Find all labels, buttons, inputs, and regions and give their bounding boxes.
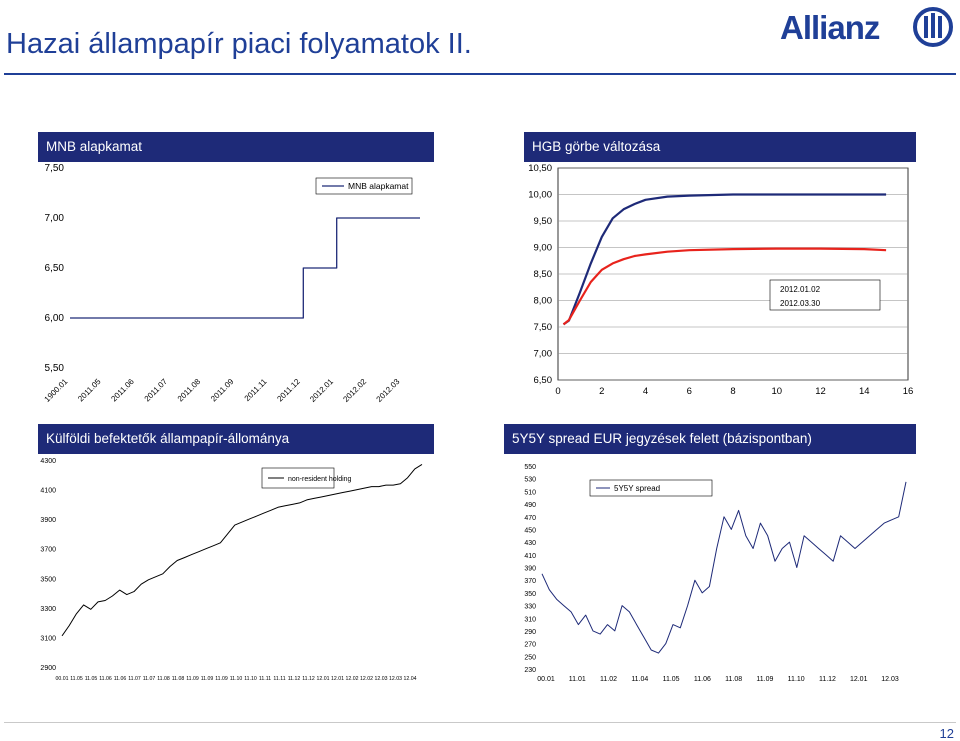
series-line-0 [70, 218, 420, 318]
y-tick-label: 8,50 [533, 269, 552, 280]
legend-label: 5Y5Y spread [614, 484, 661, 493]
footer-rule [4, 722, 956, 723]
legend-label: 2012.03.30 [780, 299, 821, 308]
x-tick-label: 11.10 [229, 676, 243, 682]
hgb-chart-title: HGB görbe változása [524, 132, 916, 162]
y-tick-label: 2900 [40, 665, 56, 672]
y-tick-label: 510 [524, 489, 536, 497]
y-tick-label: 530 [524, 476, 536, 484]
y-tick-label: 350 [524, 590, 536, 598]
x-tick-label: 12.01 [316, 676, 330, 682]
y-tick-label: 6,50 [44, 263, 64, 274]
x-tick-label: 11.12 [302, 676, 315, 682]
y-tick-label: 330 [524, 603, 536, 611]
x-tick-label: 10 [771, 386, 783, 397]
y-tick-label: 410 [524, 552, 536, 560]
x-tick-label: 11.06 [99, 676, 112, 682]
x-tick-label: 1900.01 [42, 377, 70, 404]
x-tick-label: 12.01 [331, 676, 344, 682]
y-tick-label: 3700 [40, 546, 56, 554]
y-tick-label: 7,00 [533, 348, 552, 360]
allianz-logo [780, 6, 956, 46]
spread-chart-title: 5Y5Y spread EUR jegyzések felett (bázispontban) [504, 424, 916, 454]
y-tick-label: 8,00 [533, 295, 552, 307]
x-tick-label: 11.08 [171, 676, 185, 682]
x-tick-label: 11.10 [787, 676, 805, 683]
x-tick-label: 2012.02 [341, 377, 369, 404]
x-tick-label: 12.03 [389, 676, 402, 682]
x-tick-label: 2011.07 [142, 377, 170, 404]
y-tick-label: 3300 [40, 605, 56, 613]
spread-chart [480, 452, 950, 692]
x-tick-label: 11.05 [84, 676, 98, 682]
x-tick-label: 2 [599, 386, 605, 397]
mnb-chart-title: MNB alapkamat [38, 132, 434, 162]
x-tick-label: 16 [902, 386, 914, 397]
x-tick-label: 11.10 [244, 676, 257, 682]
x-tick-label: 11.08 [725, 676, 743, 683]
x-tick-label: 11.06 [693, 676, 711, 683]
y-tick-label: 10,00 [528, 189, 552, 201]
y-tick-label: 6,00 [44, 313, 64, 324]
y-tick-label: 4300 [40, 458, 56, 465]
x-tick-label: 2012.03 [374, 377, 402, 404]
x-tick-label: 11.09 [756, 676, 774, 683]
y-tick-label: 250 [524, 654, 536, 662]
y-tick-label: 470 [524, 514, 536, 522]
y-tick-label: 9,50 [533, 216, 552, 227]
legend-label: non-resident holding [288, 476, 352, 483]
y-tick-label: 550 [524, 464, 536, 471]
x-tick-label: 11.05 [662, 676, 680, 683]
x-tick-label: 0 [555, 386, 561, 397]
y-tick-label: 9,00 [533, 242, 552, 254]
y-tick-label: 3900 [40, 517, 56, 525]
x-tick-label: 11.12 [818, 676, 836, 683]
x-tick-label: 12.02 [360, 676, 373, 682]
x-tick-label: 11.09 [186, 676, 199, 682]
x-tick-label: 12 [815, 386, 826, 397]
legend-label: 2012.01.02 [780, 285, 821, 294]
y-tick-label: 490 [524, 502, 536, 510]
plot-area [70, 168, 420, 368]
x-tick-label: 12.01 [849, 676, 868, 683]
page-number: 12 [939, 726, 954, 741]
title-rule [4, 73, 956, 75]
y-tick-label: 390 [524, 565, 536, 573]
y-tick-label: 230 [524, 667, 536, 674]
y-tick-label: 7,50 [44, 163, 64, 174]
kulfoldi-chart-title: Külföldi befektetők állampapír-állománya [38, 424, 434, 454]
x-tick-label: 00.01 [537, 676, 555, 683]
x-tick-label: 11.01 [568, 676, 586, 683]
plot-area [542, 466, 906, 669]
x-tick-label: 11.07 [142, 676, 156, 682]
hgb-chart [480, 160, 950, 410]
x-tick-label: 11.09 [215, 676, 228, 682]
y-tick-label: 3100 [40, 635, 56, 643]
x-tick-label: 12.03 [881, 676, 899, 683]
x-tick-label: 6 [686, 386, 692, 397]
x-tick-label: 11.09 [200, 676, 214, 682]
x-tick-label: 14 [858, 386, 870, 397]
x-tick-label: 00.01 [55, 676, 69, 682]
y-tick-label: 270 [524, 641, 536, 649]
series-line-0 [62, 464, 422, 636]
x-tick-label: 11.08 [157, 676, 170, 682]
x-tick-label: 11.11 [258, 676, 272, 682]
x-tick-label: 2011.12 [275, 377, 302, 404]
y-tick-label: 3500 [40, 576, 56, 584]
plot-area [62, 460, 422, 667]
slide-title: Hazai állampapír piaci folyamatok II. [6, 28, 472, 60]
x-tick-label: 2011.06 [109, 377, 136, 404]
y-tick-label: 310 [524, 616, 536, 624]
legend-label: MNB alapkamat [348, 181, 409, 191]
logo-text: Allianz [780, 9, 880, 46]
x-tick-label: 2011.08 [175, 377, 203, 404]
mnb-chart [0, 160, 440, 410]
y-tick-label: 290 [524, 628, 536, 636]
x-tick-label: 12.03 [374, 676, 388, 682]
kulfoldi-chart [0, 452, 440, 692]
x-tick-label: 8 [730, 386, 736, 397]
x-tick-label: 11.12 [287, 676, 301, 682]
x-tick-label: 11.02 [600, 676, 618, 683]
x-tick-label: 2011.09 [209, 377, 236, 404]
x-tick-label: 2011.05 [76, 377, 103, 404]
y-tick-label: 7,50 [533, 322, 552, 333]
x-tick-label: 11.04 [631, 676, 649, 683]
y-tick-label: 430 [524, 540, 536, 548]
x-tick-label: 12.04 [403, 676, 417, 682]
y-tick-label: 450 [524, 527, 536, 535]
allianz-eagle-icon [912, 6, 954, 48]
y-tick-label: 6,50 [533, 375, 552, 386]
x-tick-label: 11.11 [273, 676, 286, 682]
y-tick-label: 10,50 [528, 163, 552, 174]
y-tick-label: 4100 [40, 487, 56, 495]
x-tick-label: 11.06 [113, 676, 127, 682]
x-tick-label: 11.05 [70, 676, 83, 682]
x-tick-label: 11.07 [128, 676, 141, 682]
y-tick-label: 7,00 [44, 213, 64, 224]
x-tick-label: 2011.11 [242, 377, 269, 404]
y-tick-label: 370 [524, 578, 536, 586]
series-line-0 [542, 482, 906, 653]
y-tick-label: 5,50 [44, 363, 64, 374]
x-tick-label: 12.02 [345, 676, 359, 682]
x-tick-label: 2012.01 [308, 377, 336, 404]
x-tick-label: 4 [642, 386, 649, 397]
